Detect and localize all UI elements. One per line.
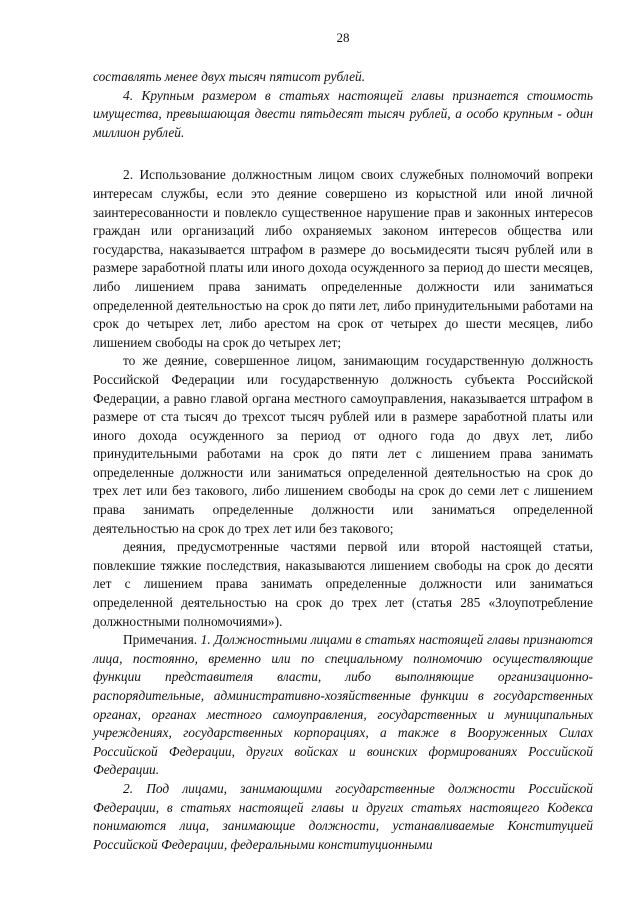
section-gap: [93, 142, 593, 166]
notes-prefix: Примечания.: [123, 632, 201, 648]
document-page: [93, 30, 593, 854]
paragraph-large-size-definition: 4. Крупным размером в статьях настоящей главы признается стоимость имущества, превышающая двести пятьдесят тысяч рублей, а особо крупным - один миллион рублей.: [93, 87, 593, 140]
paragraph-abuse-of-power: 2. Использование должностным лицом своих служебных полномочий вопреки интересам службы, если это деяние совершено из корыстной или иной личной заинтересованности и повлекло существенное нарушение прав и законных интересов граждан или организаций либо охраняемых законом интересов общества или государства, наказывается штрафом в размере до восьмидесяти тысяч рублей или в размере заработной платы или иного дохода осужденного за период до шести месяцев, либо лишением права занимать определенные должности или заниматься определенной деятельностью на срок до пяти лет, либо принудительными работами на срок до четырех лет, либо арестом на срок от четырех до шести месяцев, либо лишением свободы на срок до четырех лет;: [93, 167, 593, 350]
paragraph-state-official-aggravation: то же деяние, совершенное лицом, занимающим государственную должность Российской Федерации или государственную должность субъекта Российской Федерации, а равно главой органа местного самоуправления, наказывается штрафом в размере от ста тысяч до трехсот тысяч рублей или в размере заработной платы или иного дохода осужденного за период от одного года до двух лет, либо принудительными работами на срок до пяти лет с лишением права занимать определенные должности или заниматься определенной деятельностью на срок до трех лет или без такового, либо лишением свободы на срок до семи лет с лишением права занимать определенные должности или заниматься определенной деятельностью на срок до трех лет или без такового;: [93, 353, 593, 536]
paragraph-amount-threshold-end: составлять менее двух тысяч пятисот рублей.: [93, 69, 366, 84]
paragraph-grave-consequences: деяния, предусмотренные частями первой или второй настоящей статьи, повлекшие тяжкие последствия, наказываются лишением свободы на срок до десяти лет с лишением права занимать определенные должности или заниматься определенной деятельностью на срок до трех лет (статья 285 «Злоупотребление должностными полномочиями»).: [93, 539, 593, 629]
paragraph-state-positions-note: 2. Под лицами, занимающими государственные должности Российской Федерации, в статьях настоящей главы и других статьях настоящего Кодекса понимаются лица, занимающие должности, устанавливаемые Конституцией Российской Федерации, федеральными конституционными: [93, 780, 593, 852]
page-number: 28: [336, 30, 350, 45]
notes-text: 1. Должностными лицами в статьях настоящей главы признаются лица, постоянно, временно или по специальному полномочию осуществляющие функции представителя власти, либо выполняющие организационно-распорядительные, административно-хозяйственные функции в государственных органах, органах местного самоуправления, государственных и муниципальных учреждениях, государственных корпорациях, а также в Вооруженных Силах Российской Федерации, других войсках и воинских формированиях Российской Федерации.: [93, 632, 594, 778]
paragraph-notes: [93, 631, 593, 780]
